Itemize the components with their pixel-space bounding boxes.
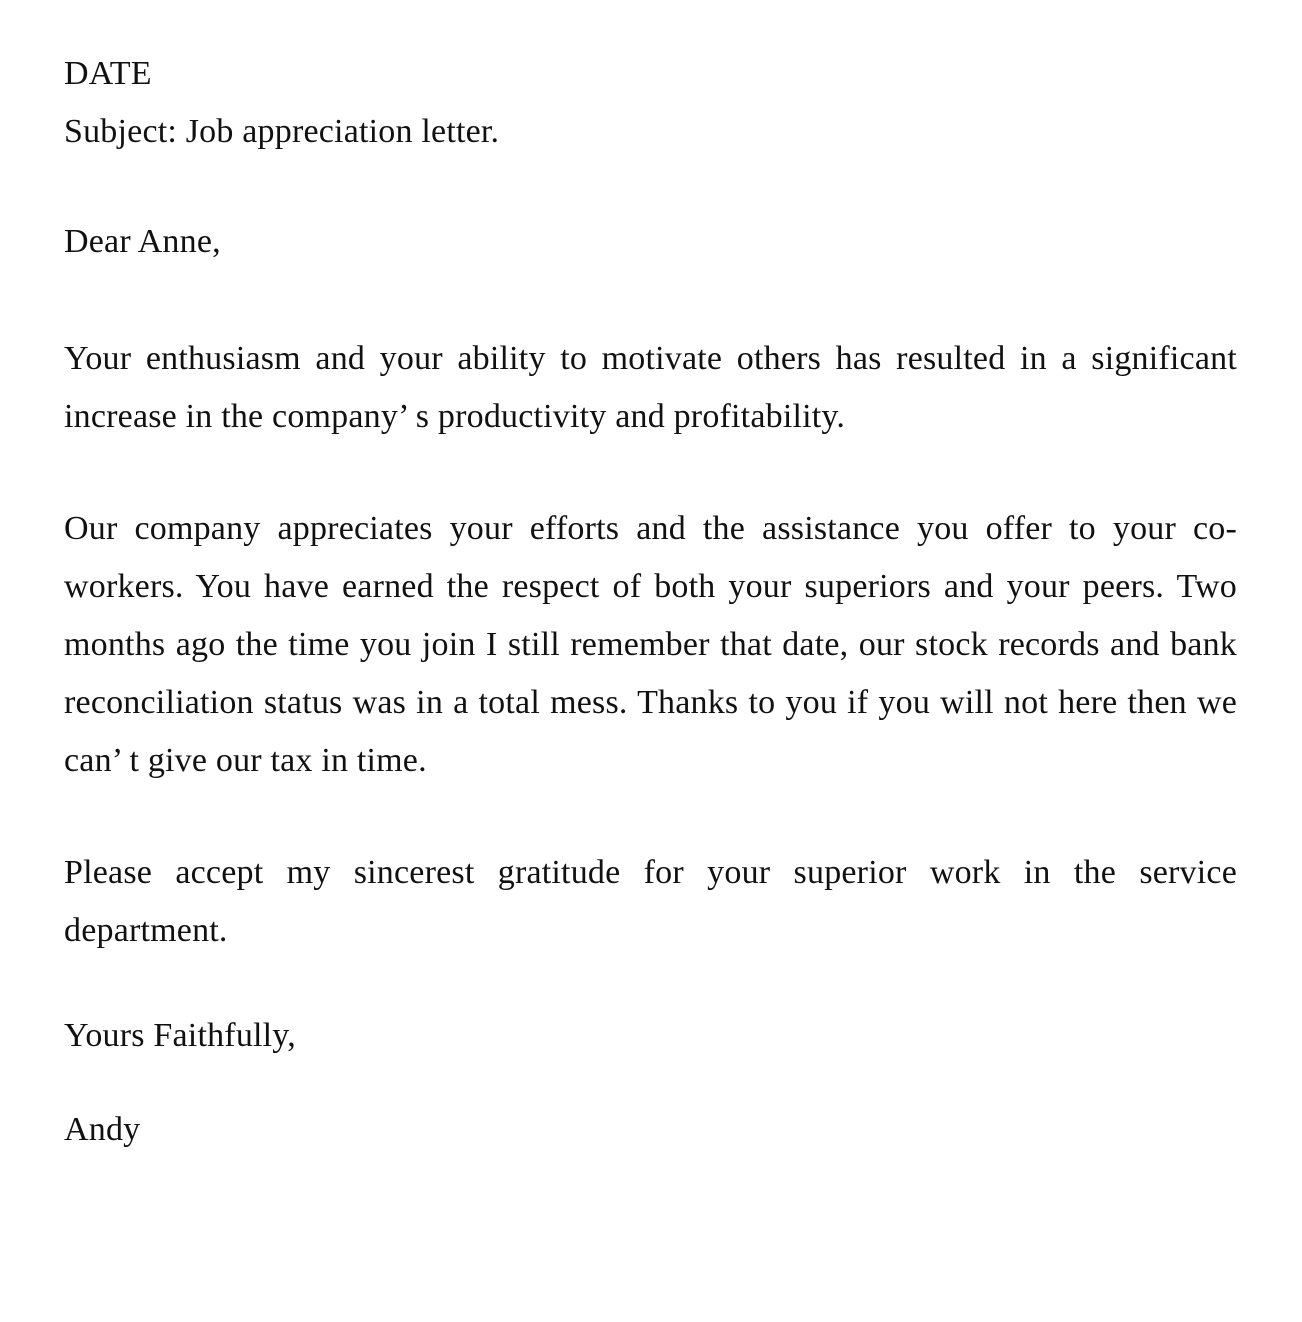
letter-subject: Subject: Job appreciation letter. [64,113,500,150]
letter-paragraph-3: Please accept my sincerest gratitude for your superior work in the service department. [64,854,1237,949]
letter-document [64,52,1237,1152]
letter-closing: Yours Faithfully, [64,1017,297,1054]
letter-salutation: Dear Anne, [64,223,221,260]
letter-paragraph-1: Your enthusiasm and your ability to motivate others has resulted in a significant increase in the company’ s productivity and profitability. [64,340,1237,435]
letter-date: DATE [64,55,152,92]
letter-paragraph-2: Our company appreciates your efforts and the assistance you offer to your co-workers. You have earned the respect of both your superiors and your peers. Two months ago the time you join I still remember that date, our stock records and bank reconciliation status was in a total mess. Thanks to you if you will not here then we can’ t give our tax in time. [64,510,1237,779]
letter-signature: Andy [64,1111,141,1148]
